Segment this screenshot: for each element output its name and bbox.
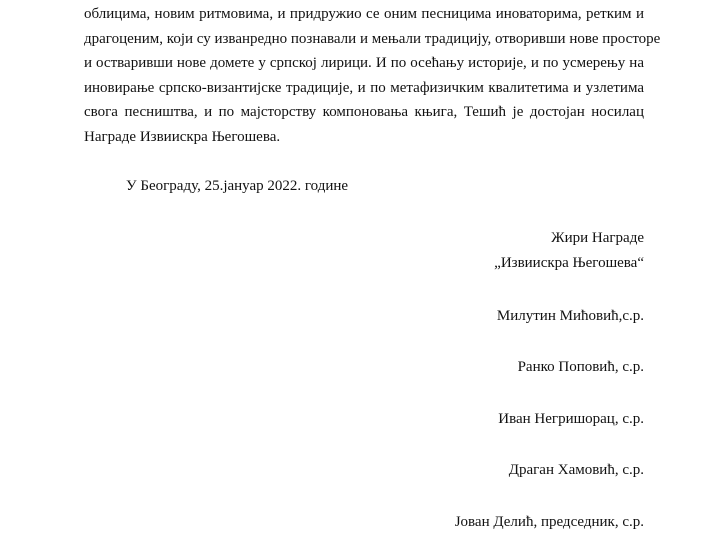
- jury-member-signature: Драган Хамовић, с.р.: [508, 462, 644, 478]
- jury-member-signature: Милутин Мићовић,с.р.: [496, 308, 644, 324]
- paragraph-line: Награде Извиискра Његошева.: [84, 128, 281, 145]
- paragraph-line: драгоценим, који су изванредно познавали и мењали традицију, отворивши нове просторе: [84, 30, 661, 47]
- award-name: „Извиискра Његошева“: [494, 255, 644, 271]
- paragraph-line: свога песништва, и по мајсторству компоновања књига, Тешић је достојан носилац: [84, 104, 644, 120]
- paragraph-line: иновирање српско-византијске традиције, и по метафизичким квалитетима и узлетима: [84, 79, 644, 96]
- paragraph-line: и остваривши нове домете у српској лирици. И по осећању историје, и по усмерењу на: [84, 55, 644, 71]
- jury-title: Жири Награде: [551, 230, 644, 246]
- paragraph-line: облицима, новим ритмовима, и придружио се оним песницима иноваторима, ретким и: [84, 6, 644, 22]
- jury-member-signature: Ранко Поповић, с.р.: [517, 359, 644, 375]
- body-paragraph: [84, 2, 661, 149]
- jury-president-signature: Јован Делић, председник, с.р.: [454, 514, 644, 530]
- jury-member-signature: Иван Негришорац, с.р.: [498, 411, 644, 427]
- place-and-date: У Београду, 25.јануар 2022. године: [126, 178, 349, 194]
